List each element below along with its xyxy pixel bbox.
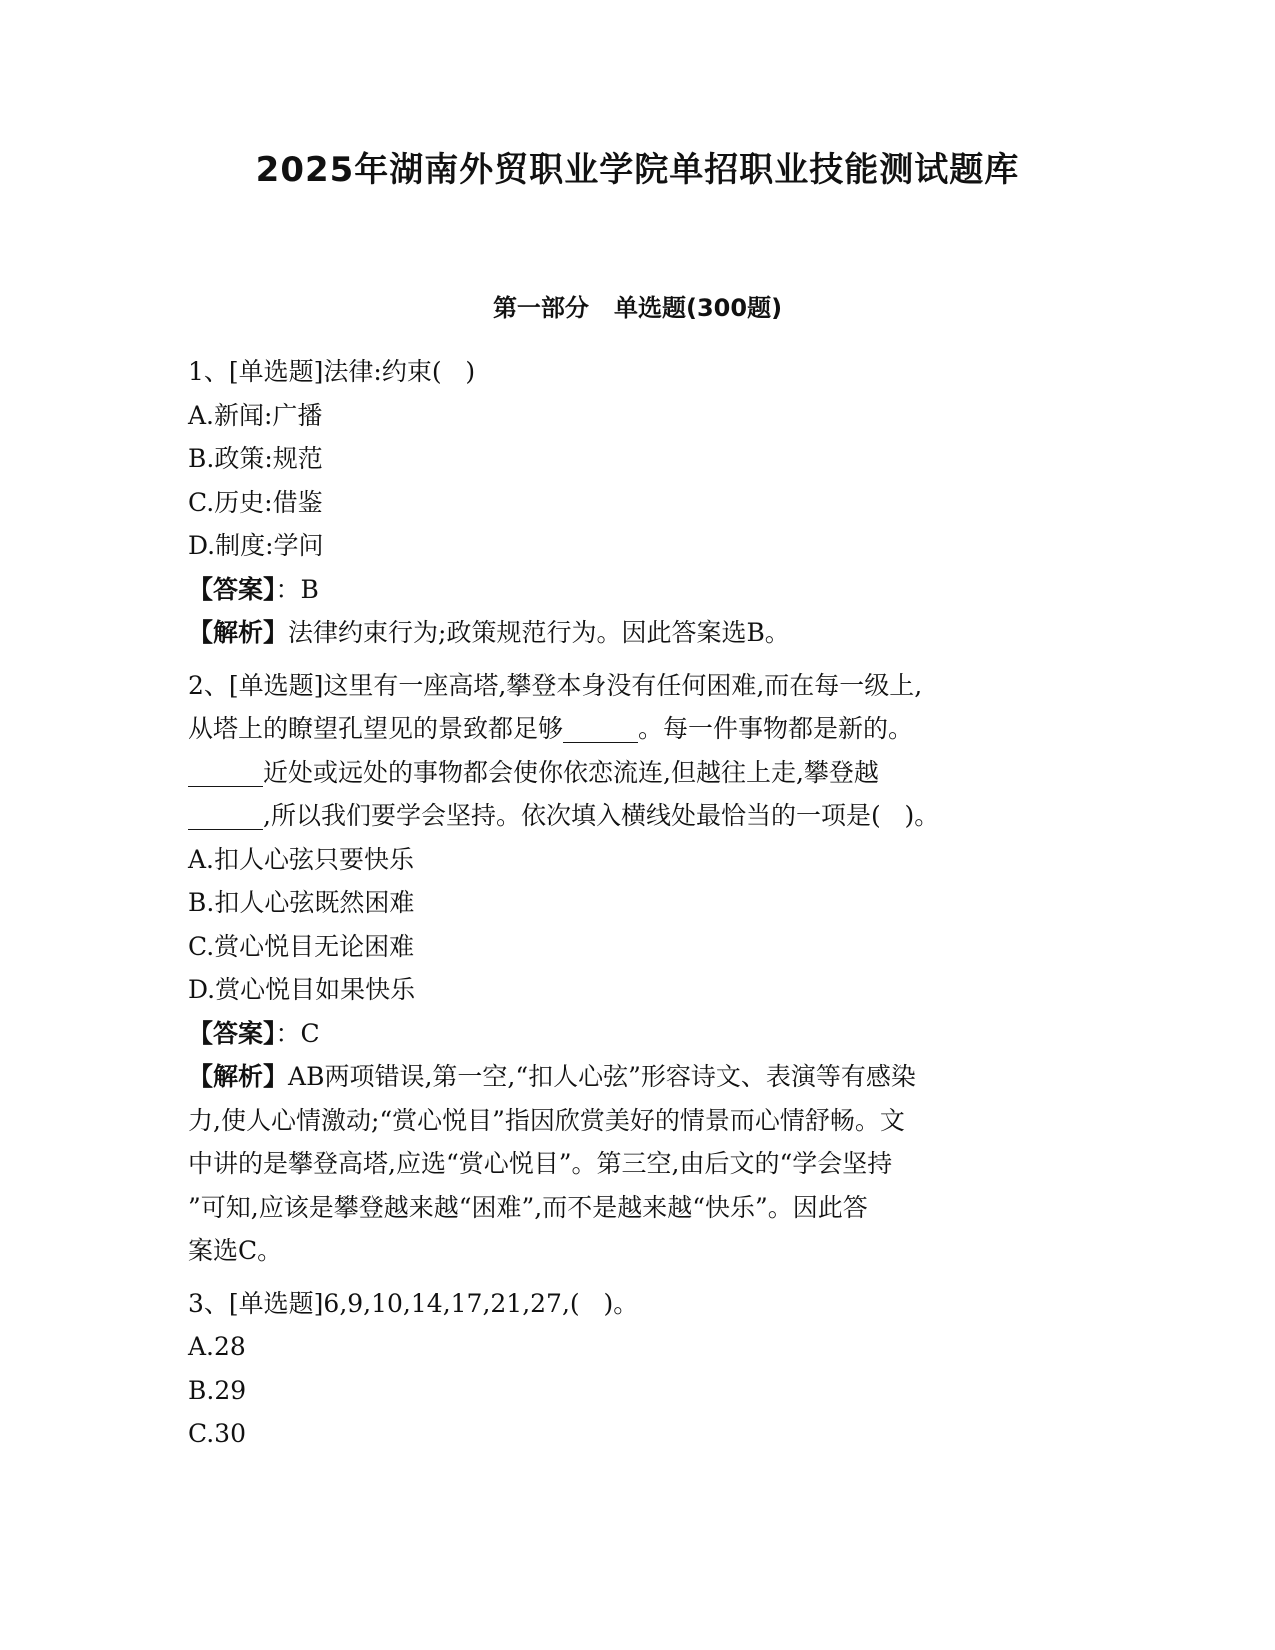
answer-line [188, 1012, 1088, 1056]
answer-label: 【答案】 [188, 574, 276, 604]
option-d: D.制度:学问 [188, 531, 324, 560]
section-heading: 第一部分 单选题(300题) [492, 294, 783, 322]
question-1 [188, 350, 1088, 655]
analysis-text: 中讲的是攀登高塔,应选“赏心悦目”。第三空,由后文的“学会坚持 [188, 1149, 893, 1178]
option-a: A.扣人心弦只要快乐 [188, 844, 415, 874]
option-d: D.赏心悦目如果快乐 [188, 975, 416, 1004]
question-stem: 从塔上的瞭望孔望见的景致都足够______。每一件事物都是新的。 [188, 714, 914, 743]
question-stem: 1、[单选题]法律:约束( ) [188, 357, 476, 386]
question-2 [188, 664, 1088, 1273]
answer-label: 【答案】 [188, 1018, 276, 1048]
analysis-text: AB两项错误,第一空,“扣人心弦”形容诗文、表演等有感染 [288, 1062, 916, 1091]
option-c: C.赏心悦目无论困难 [188, 931, 415, 961]
analysis-line [188, 1055, 1088, 1099]
option-b: B.扣人心弦既然困难 [188, 888, 415, 917]
option-b: B.29 [188, 1375, 247, 1405]
answer-value: ：C [275, 1018, 320, 1048]
document-title: 2025年湖南外贸职业学院单招职业技能测试题库 [255, 150, 1020, 190]
question-3 [188, 1282, 1088, 1456]
question-list [188, 350, 1088, 1465]
question-stem: 2、[单选题]这里有一座高塔,攀登本身没有任何困难,而在每一级上, [188, 670, 923, 700]
question-stem: 3、[单选题]6,9,10,14,17,21,27,( )。 [188, 1288, 639, 1318]
question-stem: ______近处或远处的事物都会使你依恋流连,但越往上走,攀登越 [188, 757, 879, 787]
option-c: C.历史:借鉴 [188, 487, 323, 517]
answer-value: ：B [275, 574, 319, 604]
option-b: B.政策:规范 [188, 444, 323, 473]
analysis-text: 案选C。 [188, 1236, 283, 1265]
option-a: A.新闻:广播 [188, 400, 323, 430]
question-stem: ______,所以我们要学会坚持。依次填入横线处最恰当的一项是( )。 [188, 801, 940, 830]
analysis-text: 法律约束行为;政策规范行为。因此答案选B。 [288, 618, 790, 647]
analysis-text: 力,使人心情激动;“赏心悦目”指因欣赏美好的情景而心情舒畅。文 [188, 1105, 905, 1135]
option-c: C.30 [188, 1419, 246, 1448]
analysis-label: 【解析】 [188, 1062, 289, 1091]
analysis-text: ”可知,应该是攀登越来越“困难”,而不是越来越“快乐”。因此答 [188, 1192, 868, 1222]
answer-line [188, 568, 1088, 612]
analysis-line [188, 611, 1088, 655]
option-a: A.28 [188, 1332, 246, 1361]
analysis-label: 【解析】 [188, 618, 289, 647]
